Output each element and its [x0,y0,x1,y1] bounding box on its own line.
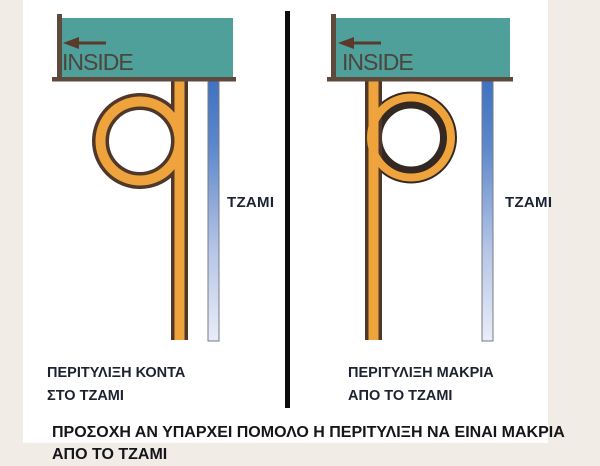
cable-loop-far-from-glass [365,80,451,340]
warning-line-1: ΠΡΟΣΟΧΗ ΑΝ ΥΠΑΡΧΕΙ ΠΟΜΟΛΟ Η ΠΕΡΙΤΥΛΙΞΗ ΝΑ ΕΙΝΑΙ ΜΑΚΡΙΑ [52,424,565,441]
glass-label: ΤΖΑΜΙ [505,194,553,211]
cable-loop-close-to-glass [101,80,189,340]
glass-pane-left [208,80,219,342]
inside-label: INSIDE [342,49,413,75]
caption-line-1: ΠΕΡΙΤΥΛΙΞΗ ΚΟΝΤΑ [47,365,186,381]
panel-divider [285,11,290,408]
caption-line-2: ΣΤΟ ΤΖΑΜΙ [47,388,124,404]
caption-line-1: ΠΕΡΙΤΥΛΙΞΗ ΜΑΚΡΙΑ [348,365,494,381]
glass-label: ΤΖΑΜΙ [227,194,275,211]
warning-note [52,422,565,466]
glass-pane-right [482,80,493,342]
warning-line-2: ΑΠΟ ΤΟ ΤΖΑΜΙ [52,446,168,463]
wall-left [52,14,236,82]
caption-line-2: ΑΠΟ ΤΟ ΤΖΑΜΙ [348,388,453,404]
wall-right [327,14,513,82]
inside-label: INSIDE [62,49,133,75]
